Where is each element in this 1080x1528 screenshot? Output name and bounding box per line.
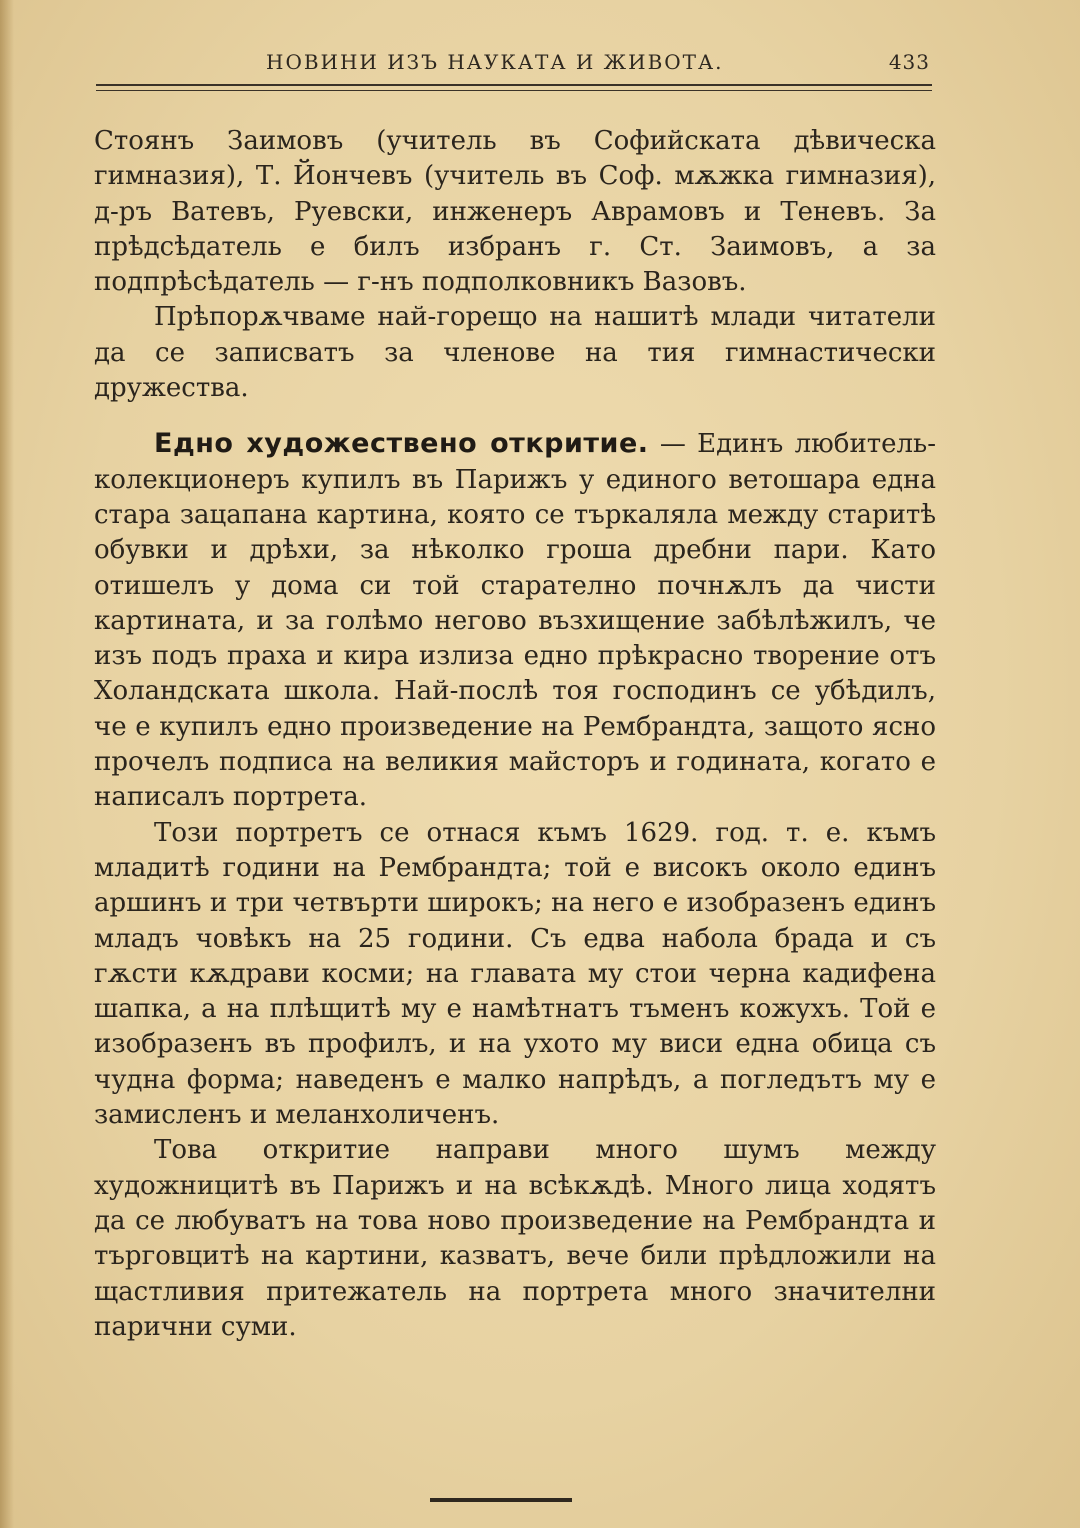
paragraph-recommendation: Прѣпорѫчваме най-горещо на нашитѣ млади читатели да се записватъ за членове на тия гимнастически дружества. (94, 302, 936, 404)
article-body (94, 124, 936, 1345)
paragraph-society-members: Стоянъ Заимовъ (учитель въ Софийската дѣвическа гимназия), Т. Йончевъ (учитель въ Соф. мѫжка гимназия), д-ръ Ватевъ, Руевски, инженеръ Аврамовъ и Теневъ. За прѣдсѣдатель е билъ избранъ г. Ст. Заимовъ, а за подпрѣсѣдатель — г-нъ подполковникъ Вазовъ. (94, 126, 936, 298)
header-rule (96, 84, 932, 86)
page-number: 433 (888, 50, 930, 74)
paragraph-discovery-text: — Единъ любитель-колекционеръ купилъ въ Парижъ у единого ветошара една стара зацапана картина, която се търкаляла между старитѣ обувки и дрѣхи, за нѣколко гроша дребни пари. Като отишелъ у дома си той старателно почнѫлъ да чисти картината, и за голѣмо негово възхищение забѣлѣжилъ, че изъ подъ праха и кира излиза едно прѣкрасно творение отъ Холандската школа. Най-послѣ тоя господинъ се убѣдилъ, че е купилъ едно произведение на Рембрандта, защото ясно прочелъ подписа на великия майсторъ и годината, когато е написалъ портрета. (94, 429, 936, 813)
paragraph-sensation: Това откритие направи много шумъ между художницитѣ въ Парижъ и на всѣкѫдѣ. Много лица ходятъ да се любуватъ на това ново произведение на Рембрандта и търговцитѣ на картини, казватъ, вече били прѣдложили на щастливия притежатель на портрета много значителни парични суми. (94, 1135, 936, 1342)
header-rule-thin (96, 90, 932, 91)
page-edge-shadow (0, 0, 14, 1528)
section-headline: Едно художествено откритие. (154, 428, 649, 460)
section-gap (94, 406, 936, 426)
page-header (96, 46, 936, 80)
paragraph-portrait-description: Този портретъ се отнася къмъ 1629. год. т. е. къмъ младитѣ години на Рембрандта; той е високъ около единъ аршинъ и три четвърти широкъ; на него е изобразенъ единъ младъ човѣкъ на 25 години. Съ едва набола брада и съ гѫсти кѫдрави косми; на главата му стои черна кадифена шапка, а на плѣщитѣ му е намѣтнатъ тъменъ кожухъ. Той е изобразенъ въ профилъ, и на ухото му виси една обица съ чудна форма; наведенъ е малко напрѣдъ, а погледътъ му е замисленъ и меланхоличенъ. (94, 817, 936, 1131)
paragraph-discovery (94, 426, 936, 815)
running-title: НОВИНИ ИЗЪ НАУКАТА И ЖИВОТА. (266, 50, 724, 74)
footer-rule (430, 1498, 572, 1502)
